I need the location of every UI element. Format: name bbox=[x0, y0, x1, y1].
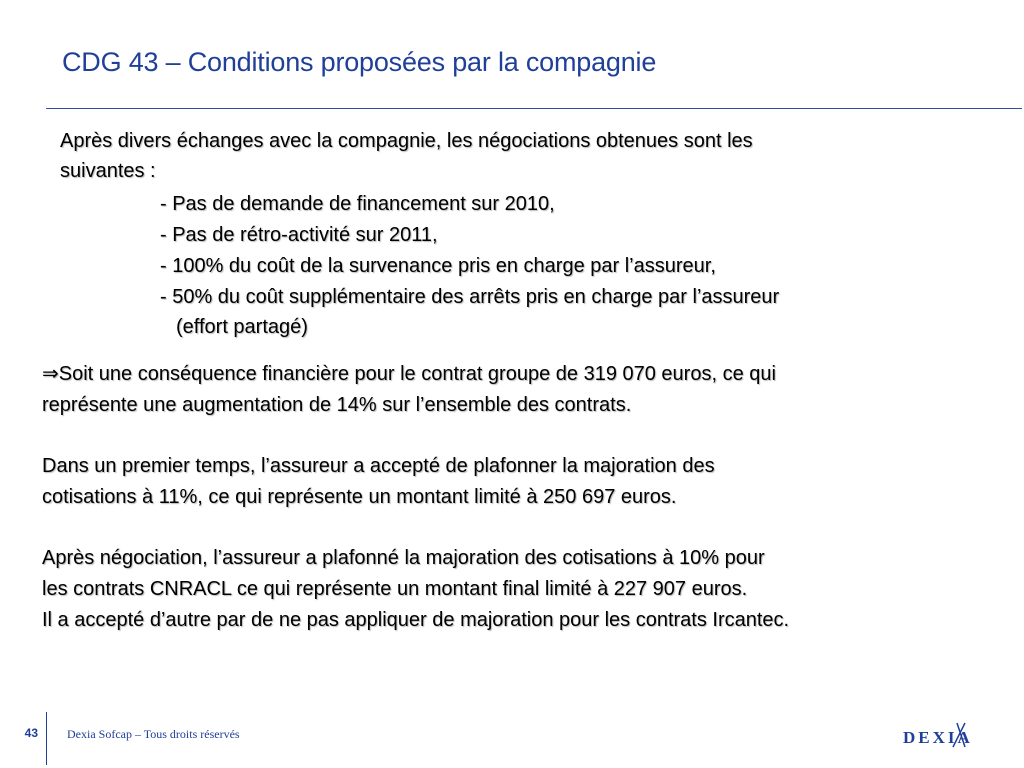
page-number: 43 bbox=[24, 726, 38, 740]
slide-title: CDG 43 – Conditions proposées par la compagnie bbox=[62, 47, 657, 77]
paragraph-3-line-1: Après négociation, l’assureur a plafonné la majoration des cotisations à 10% pour bbox=[42, 547, 765, 569]
consequence-line-2: représente une augmentation de 14% sur l’ensemble des contrats. bbox=[42, 394, 632, 416]
paragraph-3-line-2: les contrats CNRACL ce qui représente un montant final limité à 227 907 euros. bbox=[42, 578, 748, 600]
bullet-2: - Pas de rétro-activité sur 2011, bbox=[160, 224, 438, 246]
bullet-3: - 100% du coût de la survenance pris en charge par l’assureur, bbox=[160, 255, 716, 277]
bullet-4-continuation: (effort partagé) bbox=[176, 316, 308, 338]
paragraph-2-line-1: Dans un premier temps, l’assureur a accepté de plafonner la majoration des bbox=[42, 455, 715, 477]
consequence-line-1 bbox=[42, 359, 776, 389]
intro-line-2: suivantes : bbox=[60, 160, 156, 182]
logo-wordmark: DEXIA bbox=[903, 728, 973, 747]
dexia-logo bbox=[903, 721, 979, 749]
footer-copyright: Dexia Sofcap – Tous droits réservés bbox=[67, 727, 240, 741]
bullet-1: - Pas de demande de financement sur 2010, bbox=[160, 193, 555, 215]
intro-line-1: Après divers échanges avec la compagnie, les négociations obtenues sont les bbox=[60, 130, 753, 152]
consequence-text: Soit une conséquence financière pour le contrat groupe de 319 070 euros, ce qui bbox=[58, 363, 776, 385]
footer-divider bbox=[46, 712, 47, 765]
paragraph-2-line-2: cotisations à 11%, ce qui représente un montant limité à 250 697 euros. bbox=[42, 486, 677, 508]
bullet-4: - 50% du coût supplémentaire des arrêts pris en charge par l’assureur bbox=[160, 286, 780, 308]
title-divider bbox=[46, 108, 1022, 109]
right-arrow-icon: ⇒ bbox=[42, 363, 59, 385]
paragraph-3-line-3: Il a accepté d’autre par de ne pas appliquer de majoration pour les contrats Ircantec. bbox=[42, 609, 790, 631]
